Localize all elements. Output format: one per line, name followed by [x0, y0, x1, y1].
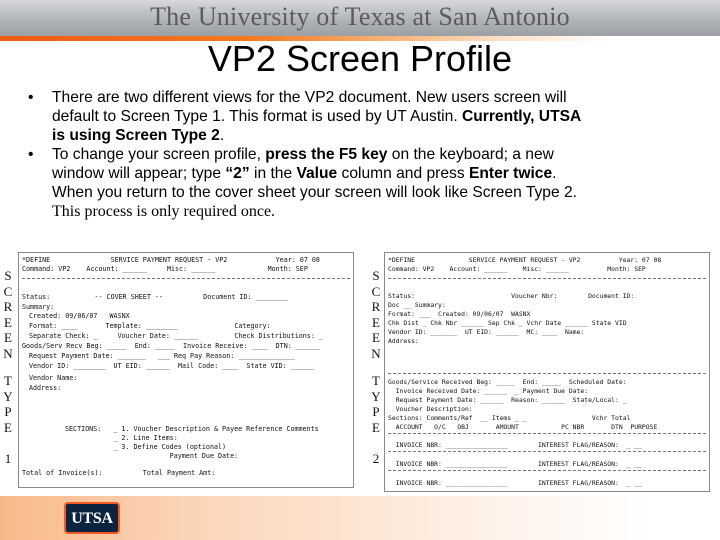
- footer-bar: [0, 496, 720, 540]
- bullet-2-column-name: Value: [296, 165, 338, 182]
- screen-line: _ 3. Define Codes (optional): [65, 443, 227, 451]
- bullet-marker-icon: •: [28, 146, 34, 163]
- side-number: 1: [4, 451, 12, 466]
- side-label-screen-type-2: [369, 268, 383, 467]
- screen-divider: [388, 433, 706, 434]
- side-letter: E: [372, 330, 380, 345]
- screen-line: Address:: [388, 337, 419, 345]
- header-banner: [0, 0, 720, 36]
- screen-line: Request Payment Date: _______ ___ Req Pay Reason: ______________: [29, 352, 295, 360]
- bullet-item-2: [28, 145, 693, 221]
- side-letter: P: [372, 404, 380, 419]
- bullet-2-period: .: [552, 165, 557, 182]
- screen-line: INVOICE NBR: ________________ INTEREST FLAG/REASON: _ __: [388, 460, 642, 468]
- screen-line: Address:: [29, 384, 62, 392]
- side-letter: Y: [3, 388, 13, 404]
- bullet-2-key-instruction: Enter twice: [468, 165, 553, 182]
- screen-line: Status: Voucher Nbr: Document ID:: [388, 292, 635, 300]
- bullet-marker-icon: •: [28, 89, 34, 106]
- side-letter: S: [372, 268, 380, 283]
- screen-line: Chk Dist _ Chk Nbr ______ Sep Chk _ Vchr Date ______ State VID: [388, 319, 627, 327]
- screen-line: ACCOUNT O/C OBJ AMOUNT PC NBR DTN PURPOSE: [388, 423, 658, 431]
- bullet-2-line-4: This process is only required once.: [52, 203, 276, 220]
- screen-line: *DEFINE SERVICE PAYMENT REQUEST - VP2 Year: 07 08: [388, 256, 662, 264]
- side-letter: E: [4, 314, 12, 330]
- screen-divider: [388, 373, 706, 374]
- bullet-1-emphasis: Currently, UTSA: [461, 108, 582, 125]
- screen-line: Goods/Service Received Beg: _____ End: _____ Scheduled Date:: [388, 378, 627, 386]
- side-letter: E: [372, 314, 380, 330]
- bullet-2-emphasis: press the F5 key: [265, 146, 388, 163]
- screen-line: Invoice Received Date: ______ _ Payment Due Date:: [388, 387, 589, 395]
- screen-line: Vendor ID: _______ UT EID: ______ MC: ____ Name:: [388, 328, 585, 336]
- bullet-1-line-2: [52, 107, 693, 126]
- side-letter: E: [4, 330, 12, 345]
- screen-line: Status: -- COVER SHEET -- Document ID: ________: [22, 293, 288, 301]
- screen-divider: [388, 278, 706, 279]
- screen-line: Command: VP2 Account: ______ Misc: ______ Month: SEP: [22, 265, 308, 273]
- side-letter: T: [4, 373, 12, 388]
- side-letter: P: [4, 404, 12, 419]
- screen-line: Separate Check: _ Voucher Date: ______ Check Distributions: _: [29, 332, 323, 340]
- bullet-1-period: .: [219, 127, 225, 144]
- screen-line: Format: ___ Created: 09/06/07 WASNX: [388, 310, 531, 318]
- side-letter: E: [4, 419, 12, 435]
- bullet-list: [28, 88, 693, 221]
- screen-line: Sections: Comments/Ref __ Items _ _ Vchr Total: [388, 414, 631, 422]
- screen-line: Voucher Description:: [388, 405, 473, 413]
- screen-line: Format: ____ Template: ________ Category:: [29, 322, 271, 330]
- screen-line: INVOICE NBR: ________________ INTEREST FLAG/REASON: _ __: [388, 441, 642, 449]
- screen-divider: [388, 451, 706, 452]
- side-letter: T: [372, 373, 380, 388]
- screen-line: Created: 09/06/07 WASNX: [29, 312, 130, 320]
- bullet-1-line-3: [52, 126, 693, 145]
- bullet-1-emphasis-2: is using Screen Type 2: [52, 127, 220, 144]
- screen-line: Total of Invoice(s): Total Payment Amt:: [22, 469, 216, 477]
- bullet-2-line-2: [52, 164, 693, 183]
- side-letter: E: [372, 419, 380, 435]
- bullet-2-text-end: on the keyboard; a new: [387, 146, 554, 163]
- screen-line: _ 2. Line Items:: [65, 434, 178, 442]
- screen-line: Payment Due Date:: [65, 452, 239, 460]
- side-label-screen-type-1: [1, 268, 15, 467]
- page-title: VP2 Screen Profile: [207, 38, 513, 79]
- side-letter: R: [3, 299, 13, 314]
- screen-line: *DEFINE SERVICE PAYMENT REQUEST - VP2 Year: 07 08: [22, 256, 320, 264]
- screen-divider: [388, 470, 706, 471]
- side-letter: C: [3, 283, 13, 299]
- screen-line: Vendor Name:: [29, 374, 78, 382]
- bullet-item-1: [28, 88, 693, 145]
- screen-type-2-screenshot: [384, 252, 710, 492]
- utsa-logo: [64, 502, 120, 534]
- bullet-2-text: To change your screen profile,: [52, 146, 266, 163]
- screen-divider: [22, 278, 350, 279]
- screen-line: Summary:: [22, 303, 55, 311]
- bullet-2-text-2: window will appear; type: [52, 165, 226, 182]
- bullet-1-line-1: There are two different views for the VP2 document. New users screen will: [52, 89, 567, 106]
- screen-line: Request Payment Date: ______ Reason: ______ State/Local: _: [388, 396, 627, 404]
- side-letter: S: [4, 268, 12, 283]
- utsa-logo-text: UTSA: [71, 510, 113, 527]
- screen-line: Vendor ID: ________ UT EID: ______ Mail Code: ____ State VID: ______: [29, 362, 315, 370]
- bullet-2-text-4: column and press: [337, 165, 469, 182]
- side-letter: R: [371, 299, 381, 314]
- bullet-2-line-1: [52, 145, 693, 164]
- bullet-2-value: “2”: [225, 165, 250, 182]
- screen-line: INVOICE NBR: ________________ INTEREST FLAG/REASON: _ __: [388, 479, 642, 487]
- side-number: 2: [372, 451, 380, 466]
- screen-line: Goods/Serv Recv Beg: _____ End: _____ Invoice Receive: ____ DTN: ______: [22, 342, 320, 350]
- side-letter: C: [371, 283, 381, 299]
- screen-line: SECTIONS: _ 1. Voucher Description & Payee Reference Comments: [65, 425, 319, 433]
- screen-line: Command: VP2 Account: ______ Misc: ______ Month: SEP: [388, 265, 646, 273]
- bullet-2-line-3: When you return to the cover sheet your screen will look like Screen Type 2.: [52, 184, 577, 201]
- side-letter: N: [371, 345, 381, 361]
- side-letter: Y: [371, 388, 381, 404]
- bullet-2-text-3: in the: [249, 165, 297, 182]
- screen-type-1-screenshot: [18, 252, 354, 488]
- bullet-1-text: default to Screen Type 1. This format is used by UT Austin.: [52, 108, 462, 125]
- side-letter: N: [3, 345, 13, 361]
- screen-line: Doc __ Summary:: [388, 301, 446, 309]
- university-name: The University of Texas at San Antonio: [150, 2, 570, 31]
